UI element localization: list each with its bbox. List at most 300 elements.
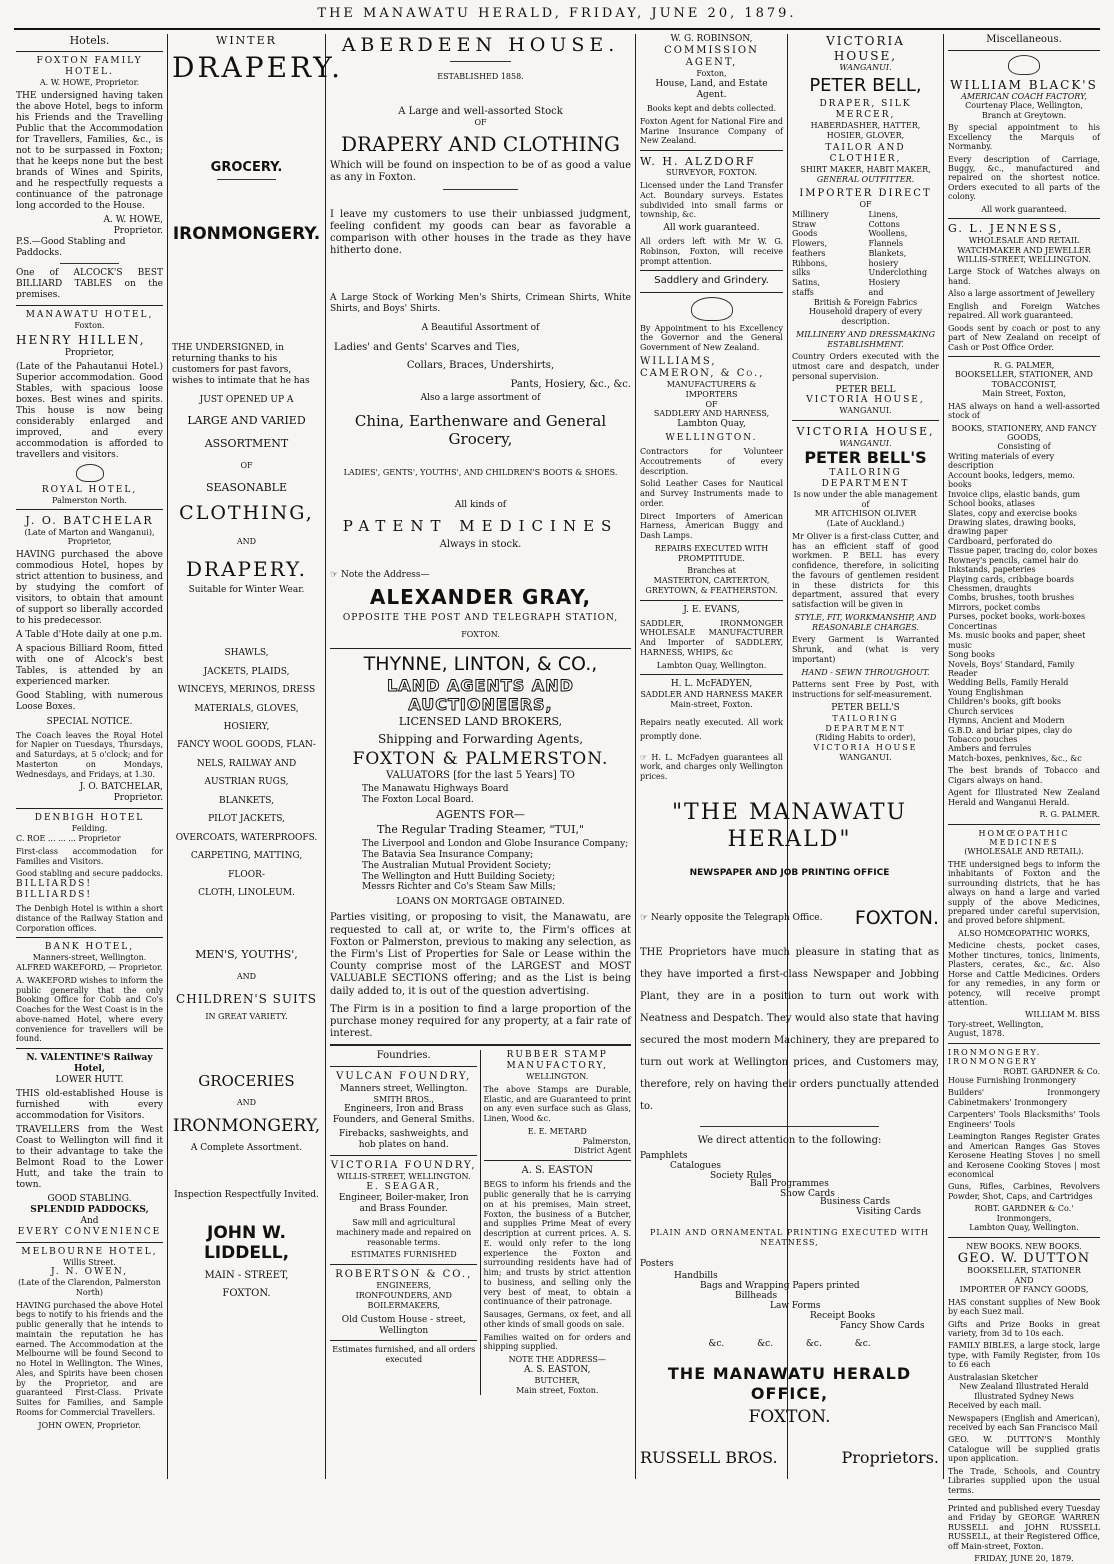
ad-text: VICTORIA HOUSE, [806, 395, 925, 406]
ad-title: W. H. ALZDORF [640, 155, 756, 169]
ad-text: The Regular Trading Steamer, "TUI," [376, 823, 585, 837]
ad-text: Ironmongers, [996, 1213, 1052, 1223]
ad-text: HABERDASHER, HATTER, HOSIER, GLOVER, [810, 120, 921, 140]
ad-text: THIS old-established House is furnished with every accommodation for Visitors. [16, 1088, 163, 1121]
ad-text: Also a large assortment of Jewellery [948, 289, 1095, 299]
ad-text: HAVING purchased the above commodious Hotel, hopes by strict attention to business, and by studying the comfort of visitors, to obtain that amount of support so liberally accorded to his predecessor. [16, 550, 163, 626]
ad-text: P.S.—Good Stabling and Paddocks. [16, 236, 126, 258]
ad-title: FOXTON. [854, 906, 939, 929]
ad-text: A. W. HOWE, Proprietor. [39, 78, 140, 88]
ad-text: The Trade, Schools, and Country Libraries supplied upon the usual terms. [948, 1466, 1100, 1495]
ad-text: WILLIS-STREET, WELLINGTON. [957, 255, 1091, 265]
ad-title: SPECIAL NOTICE. [46, 716, 133, 727]
ad-title: DENBIGH HOTEL [34, 813, 145, 824]
ad-title: GROCERIES [198, 1071, 295, 1090]
ad-text: CARPETING, MATTING, FLOOR- [190, 851, 303, 880]
ad-text: English and Foreign Watches repaired. All work guaranteed. [948, 301, 1100, 321]
ad-text: Pants, Hosiery, &c., &c. [510, 378, 631, 390]
list-item: Ambers and ferrules [948, 744, 1032, 754]
ad-text: Show Cards [780, 1188, 835, 1199]
masthead: THE MANAWATU HERALD, FRIDAY, JUNE 20, 1879. [317, 6, 797, 21]
ad-text: OF [859, 200, 872, 210]
ad-title: DRAPERY. [185, 556, 308, 581]
ad-text: NOTE THE ADDRESS— [508, 1355, 606, 1365]
ad-text: Large Stock of Watches always on hand. [948, 267, 1100, 286]
ad-text: LOWER HUTT. [55, 1074, 124, 1085]
ad-text: AND [236, 1098, 257, 1108]
ad-text: SADDLER, IRONMONGER WHOLESALE MANUFACTURER And Importer of SADDLERY, HARNESS, WHIPS, &c [640, 618, 783, 657]
list-item: Concertinas [948, 621, 997, 631]
ad-title: MANAWATU HOTEL, [25, 309, 154, 320]
ad-text: THE Proprietors have much pleasure in stating that as they have imported a first-class Newspaper and Jobbing Plant, they are in a position to turn out work with Neatness and Despatch. They would also state that having secured the most modern Machinery, they are prepared to turn out work at Wellington prices, and Customers may, therefore, rely on having their orders punctually attended to. [640, 946, 939, 1112]
ad-text: OVERCOATS, WATERPROOFS. [175, 832, 318, 843]
ad-text: Ball Programmes [750, 1178, 829, 1189]
ad-text: Always in stock. [439, 539, 522, 551]
ad-text: August, 1878. [948, 1029, 1005, 1039]
ad-text: THE UNDERSIGNED, in returning thanks to his customers for past favors, wishes to intimate that he has [172, 343, 310, 387]
ad-text: Feilding. [71, 824, 108, 834]
list-item: Purses, pocket books, work-boxes [948, 612, 1086, 622]
ad-text: LICENSED LAND BROKERS, [398, 714, 563, 728]
ad-title: ROYAL HOTEL, [41, 484, 138, 495]
ad-text: Licensed under the Land Transfer Act. Boundary surveys. Estates subdivided into small farms or township, &c. [640, 181, 783, 220]
ad-text: THE undersigned begs to inform the inhabitants of Foxton and the surrounding districts, that he has always on hand a large and varied supply of the above Medicines, prepared under careful supervision, and proved before shipment. [948, 859, 1100, 926]
ad-text: MR AITCHISON OLIVER [814, 509, 917, 519]
ad-text: BILLIARDS! BILLIARDS! [16, 879, 92, 901]
ad-text: ALFRED WAKEFORD, — Proprietor. [16, 963, 163, 973]
column-aberdeen [330, 34, 631, 1479]
ad-title: CHILDREN'S SUITS [176, 991, 317, 1006]
ad-text: Messrs Richter and Co's Steam Saw Mills; [362, 882, 556, 893]
ad-text: Foxton, [696, 69, 727, 79]
ad-text: Lambton Quay, Wellington. [656, 660, 767, 670]
ad-text: J. N. OWEN, [50, 1267, 128, 1278]
ad-text: LADIES', GENTS', YOUTHS', AND CHILDREN'S BOOTS & SHOES. [343, 468, 618, 478]
ad-text: A. WAKEFORD wishes to inform the public generally that the only Booking Office for Cobb and Co's Coaches for the West Coast is in the above-named Hotel, where every convenience for travellers will be found. [16, 975, 163, 1044]
ad-title: VICTORIA HOUSE, [826, 34, 905, 63]
ad-text: (Late of Marton and Wanganui), [24, 527, 155, 537]
ad-text: Saw mill and agricultural machinery made and repaired on reasonable terms. [336, 1218, 472, 1247]
ad-text: Satins, staffs [792, 278, 820, 297]
ad-title: ROBERTSON & CO., [335, 1269, 473, 1281]
list-item: Writing materials of every description [948, 451, 1055, 471]
ad-text: Main Street, Foxton, [982, 389, 1066, 399]
ad-text: Visiting Cards [856, 1206, 921, 1217]
ad-text: NEW BOOKS. NEW BOOKS. [966, 1241, 1082, 1251]
ad-title: VICTORIA FOUNDRY, [330, 1160, 477, 1172]
ad-text: Shipping and Forwarding Agents, [377, 732, 584, 747]
ad-text: Goods sent by coach or post to any part of New Zealand on receipt of Cash or Post Office Order. [948, 323, 1100, 352]
ad-text: WANGANUI. [839, 438, 892, 448]
ad-text: MEN'S, YOUTHS', [195, 948, 298, 962]
section-heading: Miscellaneous. [986, 34, 1062, 45]
ad-text: HAVING purchased the above Hotel begs to notify to his friends and the public generally that he intends to maintain the reputation he has earned. The Accommodation at the Melbourne will be found Second to no Hotel in Wellington. The Wines, Ales, and Spirits have been chosen by the Proprietor, and are guaranteed First-Class. Private Suites for Families, and Sample Rooms for Commercial Travellers. [16, 1300, 163, 1417]
ad-title: FOXTON FAMILY HOTEL. [36, 56, 143, 78]
list-item: Inkstands, papeteries [948, 565, 1036, 575]
ad-text: Tory-street, Wellington, [948, 1019, 1044, 1029]
column-rule [635, 34, 636, 1479]
ad-text: Also a large assortment of [420, 392, 541, 403]
ad-text: Law Forms [770, 1301, 821, 1312]
ad-text: FAMILY BIBLES, a large stock, large type, with Family Register, from 10s to £6 each [948, 1341, 1100, 1370]
ad-text: Willis Street. [63, 1257, 116, 1267]
column-liddell [172, 34, 344, 1479]
ad-text: House Furnishing Ironmongery [948, 1076, 1076, 1086]
ad-text: ☞ Note the Address— [330, 569, 430, 580]
ad-text: MATERIALS, GLOVES, HOSIERY, [194, 703, 299, 732]
ad-text: Proprietor. [113, 225, 163, 236]
ad-text: JOHN OWEN, Proprietor. [38, 1420, 141, 1430]
ad-text: WINCEYS, MERINOS, DRESS [177, 685, 316, 696]
ad-title: VULCAN FOUNDRY, [336, 1071, 472, 1083]
ad-text: Collars, Braces, Undershirts, [406, 360, 555, 372]
ad-text: We direct attention to the following: [697, 1134, 882, 1146]
ad-text: Manners street, Wellington. [339, 1083, 468, 1094]
masthead-rule [14, 28, 1100, 30]
ad-text: By special appointment to his Excellency the Marquis of Normanby. [948, 123, 1100, 152]
ad-text: A spacious Billiard Room, fitted with one of Alcock's best Tables, is attended by an experienced marker. [16, 643, 163, 687]
ad-text: Branch at Greytown. [981, 110, 1067, 120]
ad-text: TAILORING DEPARTMENT [821, 467, 910, 489]
column-rule [325, 34, 326, 1479]
ad-text: Leamington Ranges Register Grates and American Ranges Gas Stoves Kerosene Heating Stoves | no smell and Kerosene Cooking Stoves | most economical [948, 1132, 1100, 1179]
list-item: Invoice clips, elastic bands, gum [948, 489, 1081, 499]
ad-title: H. L. McFADYEN, [670, 679, 753, 690]
ad-text: Which will be found on inspection to be of as good a value as any in Foxton. [330, 160, 631, 184]
ad-text: FOXTON. [222, 1288, 271, 1300]
ad-text: Mr Oliver is a first-class Cutter, and has an efficient staff of good workmen. P. BELL has every confidence, therefore, in soliciting the favours of gentlemen resident in these districts for this department, assured that every satisfaction will be given in [792, 531, 939, 610]
ad-text: TAILORING DEPARTMENT [825, 713, 906, 733]
ad-text: AGENTS FOR— [436, 807, 525, 821]
ad-text: W. G. ROBINSON, [670, 34, 753, 44]
list-item: Combs, brushes, tooth brushes [948, 593, 1075, 603]
column-rule [167, 34, 168, 1479]
ad-text: REASONABLE CHARGES. [812, 622, 919, 632]
ad-text: RUSSELL BROS. [640, 1448, 778, 1468]
ad-text: Proprietor, [67, 537, 112, 547]
ad-text: Foxton Agent for National Fire and Marine Insurance Company of New Zealand. [640, 116, 783, 146]
ad-text: Sausages, Germans, ox feet, and all other kinds of small goods on sale. [483, 1310, 631, 1329]
list-item: Cardboard, perforated do [948, 536, 1053, 546]
ad-text: Inspection Respectfully Invited. [174, 1189, 319, 1200]
ad-title: HENRY HILLEN, [16, 333, 146, 348]
ad-text: Country Orders executed with the utmost care and despatch, under personal supervision. [792, 352, 939, 381]
ad-text: Ribbons, silks [792, 258, 828, 278]
ad-text: Repairs neatly executed. All work promptly done. [640, 717, 783, 742]
ad-text: The Wellington and Hutt Building Society; [362, 871, 556, 882]
list-item: Hymns, Ancient and Modern [948, 716, 1065, 726]
ad-text: Suitable for Winter Wear. [188, 585, 305, 596]
ad-text: PILOT JACKETS, [208, 814, 285, 825]
section-heading: Saddlery and Grindery. [654, 275, 769, 287]
ad-text: PETER BELL [835, 384, 896, 395]
list-item: Playing cards, cribbage boards [948, 574, 1075, 584]
ad-text: BEGS to inform his friends and the public generally that he is carrying on at his premises, Main street, Foxton, the business of a Butcher, and supplies Prime Meat of every description at current prices. A. S. E. would only refer to the long experience the Foxton and surrounding residents have had of him; and trusts by strict attention to business, and selling only the very best of meat, to obtain a continuance of their patronage. [483, 1180, 631, 1307]
ad-text: HAND - SEWN THROUGHOUT. [801, 667, 930, 677]
ad-text: GEO. W. DUTTON'S Monthly Catalogue will be supplied gratis upon application. [948, 1435, 1100, 1464]
pointing-hand-icon: ☞ [640, 912, 651, 923]
list-item: Children's books, gift books [948, 697, 1061, 707]
ad-text: BOOKSELLER, STATIONER, AND TOBACCONIST, [955, 370, 1093, 389]
ad-text: Families waited on for orders and shipping supplied. [483, 1332, 631, 1352]
pointing-hand-icon: ☞ [330, 569, 341, 580]
ad-text: Is now under the able management of [793, 489, 938, 509]
pointing-hand-icon: ☞ [640, 752, 652, 762]
ad-text: EVERY CONVENIENCE [17, 1226, 162, 1237]
section-heading: Hotels. [69, 34, 110, 47]
list-item: Rowney's pencils, camel hair do [948, 555, 1079, 565]
ad-text: VICTORIA HOUSE [813, 743, 918, 753]
ad-text: Catalogues [670, 1160, 722, 1171]
ad-text: OF [705, 399, 718, 409]
ad-text: SADDLERY AND HARNESS, [653, 409, 770, 419]
foundries-section [330, 1050, 481, 1395]
ad-text: WANGANUI. [839, 63, 892, 73]
ad-title: ALEXANDER GRAY, [369, 584, 592, 609]
ad-text: House, Land, and Estate Agent. [655, 79, 768, 101]
ad-text: Every description of Carriage, Buggy, &c., manufactured and repaired on the shortest notice. Orders executed to all parts of the colony. [948, 154, 1100, 202]
ad-title: GEO. W. DUTTON [957, 1251, 1091, 1267]
ad-text: (Late of the Clarendon, Palmerston North) [18, 1278, 161, 1297]
ad-text: IRONFOUNDERS, AND BOILERMAKERS, [355, 1291, 452, 1310]
ad-title: IRONMONGERY. [172, 224, 321, 245]
ad-text: The above Stamps are Durable, Elastic, and are Guaranteed to print on any even surface such as Glass, Linen, Wood &c. [483, 1084, 631, 1124]
rubber-butcher-section [484, 1050, 631, 1395]
ad-text: C. ROE ... ... ... Proprietor [16, 834, 121, 844]
ad-text: Engineers, Iron and Brass Founders, and General Smiths. [332, 1104, 475, 1126]
ad-text: MAIN - STREET, [204, 1270, 289, 1282]
ad-text: PLAIN AND ORNAMENTAL PRINTING EXECUTED WITH NEATNESS, [650, 1227, 929, 1247]
ad-text: TRAVELLERS from the West Coast to Wellington will find it to their advantage to take the Belmont Road to the Lower Hutt, and take the train to town. [16, 1124, 163, 1190]
ad-text: British & Foreign Fabrics [813, 297, 918, 307]
ad-text: Business Cards [820, 1196, 891, 1207]
ad-text: THE undersigned having taken the above Hotel, begs to inform his Friends and the Travelling Public that the Accommodation for Travellers, Families, &c., is not to be surpassed in Foxton; that he keeps none but the best brands of Wines and Spirits, and he respectfully requests a continuance of the patronage long accorded to the House. [16, 91, 163, 211]
ad-text: SHAWLS, [224, 648, 269, 659]
ad-text: MANUFACTURERS & IMPORTERS [666, 380, 757, 399]
ad-text: ESTABLISHED 1858. [437, 72, 524, 82]
ad-text: WILLIS-STREET, WELLINGTON. [336, 1172, 471, 1182]
ad-text: Solid Leather Cases for Nautical and Survey Instruments made to order. [640, 479, 783, 508]
ad-text: Branches at [687, 566, 736, 576]
ad-text: HAS always on hand a well-assorted stock of [948, 401, 1100, 421]
ad-text: Main street, Foxton. [516, 1385, 599, 1395]
ad-text: WHOLESALE AND RETAIL WATCHMAKER AND JEWELLER [957, 236, 1091, 255]
column-rule [943, 34, 944, 1479]
column-hotels [16, 34, 163, 1479]
ad-text: A Large and well-assorted Stock [398, 105, 563, 117]
ad-text: SPLENDID PADDOCKS, [30, 1204, 149, 1215]
ad-text: OF [240, 460, 253, 470]
ad-text: IN GREAT VARIETY. [205, 1012, 288, 1022]
ad-text: SHIRT MAKER, HABIT MAKER, [800, 165, 931, 175]
ad-text: LARGE AND VARIED [187, 414, 306, 427]
ad-text: Proprietor. [113, 793, 163, 804]
ad-title: FOXTON & PALMERSTON. [352, 748, 609, 769]
ad-title: CLOTHING, [179, 501, 314, 524]
ad-title: THE MANAWATU HERALD OFFICE, [667, 1364, 912, 1403]
ad-title: PETER BELL'S [804, 448, 927, 468]
list-item: Wedding Bells, Family Herald [948, 678, 1069, 688]
list-item: School books, atlases [948, 499, 1035, 509]
ad-text: A Large Stock of Working Men's Shirts, Crimean Shirts, White Shirts, and Boys' Shirts. [330, 293, 631, 315]
ad-text: Good Stabling, with numerous Loose Boxes. [16, 690, 163, 712]
ad-text: E. SEAGAR, [366, 1182, 442, 1193]
ad-text: Ladies' and Gents' Scarves and Ties, [334, 342, 520, 354]
ad-text: WANGANUI. [839, 406, 892, 416]
ad-text: Pamphlets [640, 1150, 688, 1161]
ad-text: Newspapers (English and American), received by each San Francisco Mail [948, 1413, 1100, 1432]
ad-text: Courtenay Place, Wellington, [965, 101, 1083, 111]
section-heading: Foundries. [376, 1050, 431, 1062]
ad-text: NEWSPAPER AND JOB PRINTING OFFICE [689, 867, 890, 878]
ad-text: Estimates furnished, and all orders executed [332, 1345, 476, 1365]
ad-text: Palmerston North. [52, 495, 127, 505]
list-item: Church services [948, 706, 1014, 716]
ad-text: (Late of the Pahautanui Hotel.) Superior accommodation. Good Stables, with spacious loose boxes. Best wines and spirits. This house is now being considerably enlarged and improved, and every accommodation is afforded to travellers and visitors. [16, 361, 163, 460]
ad-text: ☞ H. L. McFadyen guarantees all work, and charges only Wellington prices. [640, 752, 783, 782]
ad-text: New Zealand Illustrated Herald [959, 1382, 1089, 1392]
ad-text: Engineer, Boiler-maker, Iron and Brass Founder. [338, 1193, 469, 1215]
ad-text: Books kept and debts collected. [646, 104, 777, 114]
ad-text: AMERICAN COACH FACTORY, [961, 91, 1087, 101]
ad-title: VICTORIA HOUSE, [796, 425, 935, 439]
list-item: Drawing slates, drawing books, drawing paper [948, 517, 1076, 537]
ad-text: AND [236, 971, 257, 981]
ad-text: SADDLER AND HARNESS MAKER [640, 690, 783, 700]
stock-list [948, 452, 1100, 763]
ad-text: By Appointment to his Excellency the Governor and the General Government of New Zealand. [640, 323, 783, 353]
ad-text: Agent for Illustrated New Zealand Herald and Wanganui Herald. [948, 788, 1100, 807]
ad-text: Billheads [735, 1291, 778, 1302]
ad-title: PETER BELL, [809, 75, 922, 96]
ad-text: FANCY WOOL GOODS, FLAN- [177, 740, 316, 751]
ad-text: ASSORTMENT [204, 437, 289, 451]
ad-text: One of ALCOCK'S BEST BILLIARD TABLES on the premises. [16, 267, 163, 300]
ad-text: LOANS ON MORTGAGE OBTAINED. [396, 897, 565, 908]
royal-crest-icon [1008, 55, 1040, 75]
ad-title: J. O. BATCHELAR [25, 514, 154, 528]
ad-text: Received by each mail. [948, 1401, 1042, 1411]
ad-text: SURVEYOR, FOXTON. [665, 168, 758, 178]
ad-text: Parties visiting, or proposing to visit, the Manawatu, are requested to call at, or write to, the Firm's offices at Foxton or Palmerston, previous to making any selection, as the Firm's List of Properties for Sale or Lease within the County comprise most of the LARGEST and MOST VALUABLE SECTIONS offering; and as the List is being daily added to, it is out of the question advertising. [330, 912, 631, 997]
ad-text: Fancy Show Cards [840, 1321, 925, 1332]
ad-title: COMMISSION AGENT, [664, 44, 759, 69]
ad-text: Guns, Rifles, Carbines, Revolvers Powder, Shot, Caps, and Cartridges [948, 1182, 1100, 1201]
ad-text: HAS constant supplies of New Book by each Suez mail. [948, 1297, 1100, 1317]
ad-text: Lambton Quay, [677, 419, 746, 430]
ad-title: RUBBER STAMP MANUFACTORY, [506, 1050, 609, 1072]
ad-text: MASTERTON, CARTERTON, GREYTOWN, & FEATHERSTON. [645, 576, 778, 595]
ad-text: The Foxton Local Board. [362, 794, 474, 805]
ad-text: GENERAL OUTFITTER. [816, 175, 915, 185]
royal-crest-icon [691, 297, 733, 321]
ad-title: GROCERY. [210, 159, 283, 175]
ad-text: Household drapery of every description. [808, 307, 923, 327]
ad-text: E. E. METARD [527, 1126, 587, 1136]
ad-text: (WHOLESALE AND RETAIL). [964, 847, 1084, 857]
ad-text: DRAPER, SILK MERCER, [819, 98, 912, 120]
list-item: Mirrors, pocket combs [948, 602, 1041, 612]
ad-text: The Manawatu Highways Board [362, 783, 509, 794]
ad-text: &c. &c. &c. &c. [708, 1339, 871, 1350]
ad-title: WILLIAMS, CAMERON, & Co., [640, 355, 765, 380]
ad-text: TAILOR AND CLOTHIER, [825, 143, 906, 165]
ad-text: Woollens, Flannels [868, 229, 908, 249]
ad-text: All orders left with Mr W. G. Robinson, Foxton, will receive prompt attention. [640, 237, 783, 266]
ad-text: A. W. HOWE, [103, 214, 163, 225]
ad-text: Linens, Cottons [868, 209, 900, 229]
ad-text: ☞ Nearly opposite the Telegraph Office. [640, 912, 823, 923]
ad-text: The Coach leaves the Royal Hotel for Napier on Tuesdays, Thursdays, and Saturdays, at 5 o'clock; and for Masterton on Mondays, Wednesdays, and Fridays, at 1.30. [16, 730, 163, 779]
ad-text: ALSO HOMŒOPATHIC WORKS, [958, 928, 1090, 938]
ad-text: Handbills [674, 1271, 718, 1282]
ad-text: Flowers, feathers [792, 239, 827, 258]
ad-text: MILLINERY AND DRESSMAKING [796, 329, 935, 339]
list-item: Tissue paper, tracing do, color boxes [948, 546, 1098, 556]
ad-text: WILLIAM M. BISS [1025, 1010, 1100, 1020]
ad-text: Receipt Books [810, 1311, 876, 1322]
ad-text: WINTER [216, 34, 277, 47]
ad-text: Blankets, hosiery [868, 248, 907, 268]
ad-text: Main-street, Foxton. [670, 700, 753, 710]
ad-text: WELLINGTON. [665, 433, 758, 444]
ad-text: J. O. BATCHELAR, [79, 782, 163, 793]
ad-title: R. G. PALMER, [993, 360, 1055, 370]
ad-title: ABERDEEN HOUSE. [341, 34, 620, 56]
ad-text: Foxton. [74, 320, 105, 330]
ad-text: WELLINGTON. [526, 1072, 589, 1082]
list-item: Novels, Boys' Standard, Family Reader [948, 659, 1075, 678]
ad-text: AND [1014, 1275, 1034, 1285]
column-saddlery [640, 34, 783, 787]
ad-text: OPPOSITE THE POST AND TELEGRAPH STATION, [342, 612, 619, 623]
ad-text: REPAIRS EXECUTED WITH PROMPTITUDE. [654, 543, 769, 563]
ad-text: ROBT. GARDNER & Co. [1003, 1066, 1100, 1076]
ad-text: The Batavia Sea Insurance Company; [362, 849, 534, 860]
ad-text: The best brands of Tobacco and Cigars always on hand. [948, 766, 1100, 785]
ad-text: ROBT. GARDNER & Co.' [974, 1204, 1074, 1214]
ad-title: N. VALENTINE'S Railway Hotel, [26, 1053, 153, 1074]
ad-text: IMPORTER OF FANCY GOODS, [959, 1285, 1089, 1295]
ad-text: All work guaranteed. [663, 223, 760, 234]
ad-title: DRAPERY. [172, 51, 344, 85]
list-item: Ms. music books and paper, sheet music [948, 631, 1086, 650]
ad-text: Underclothing [868, 268, 928, 278]
list-item: Match-boxes, penknives, &c., &c [948, 753, 1082, 763]
ad-text: BOOKSELLER, STATIONER [967, 1266, 1081, 1276]
ad-title: J. E. EVANS, [683, 604, 740, 615]
ad-title: DRAPERY AND CLOTHING [340, 131, 621, 156]
ad-text: (Late of Auckland.) [826, 519, 905, 529]
ad-title: China, Earthenware and General Grocery, [354, 411, 607, 449]
column-victoria-house [792, 34, 939, 787]
ad-text: Posters [640, 1259, 674, 1270]
ad-text: All work guaranteed. [981, 204, 1067, 214]
ad-text: A Beautiful Assortment of [421, 323, 540, 334]
ad-text: A Complete Assortment. [190, 1142, 303, 1153]
ad-title: MELBOURNE HOTEL, [21, 1246, 158, 1257]
ad-text: Consisting of [997, 442, 1051, 452]
ad-title: PATENT MEDICINES [342, 517, 619, 536]
ad-text: (Riding Habits to order), [815, 733, 916, 743]
ad-text: ENGINEERS, [376, 1281, 432, 1291]
ad-title: HOMŒOPATHIC MEDICINES [978, 828, 1070, 847]
ad-text: SEASONABLE [205, 480, 288, 494]
ad-title: BANK HOTEL, [44, 942, 135, 953]
list-item: Slates, copy and exercise books [948, 508, 1077, 518]
ad-text: Society Rules [710, 1170, 772, 1181]
ad-text: And [80, 1215, 99, 1226]
